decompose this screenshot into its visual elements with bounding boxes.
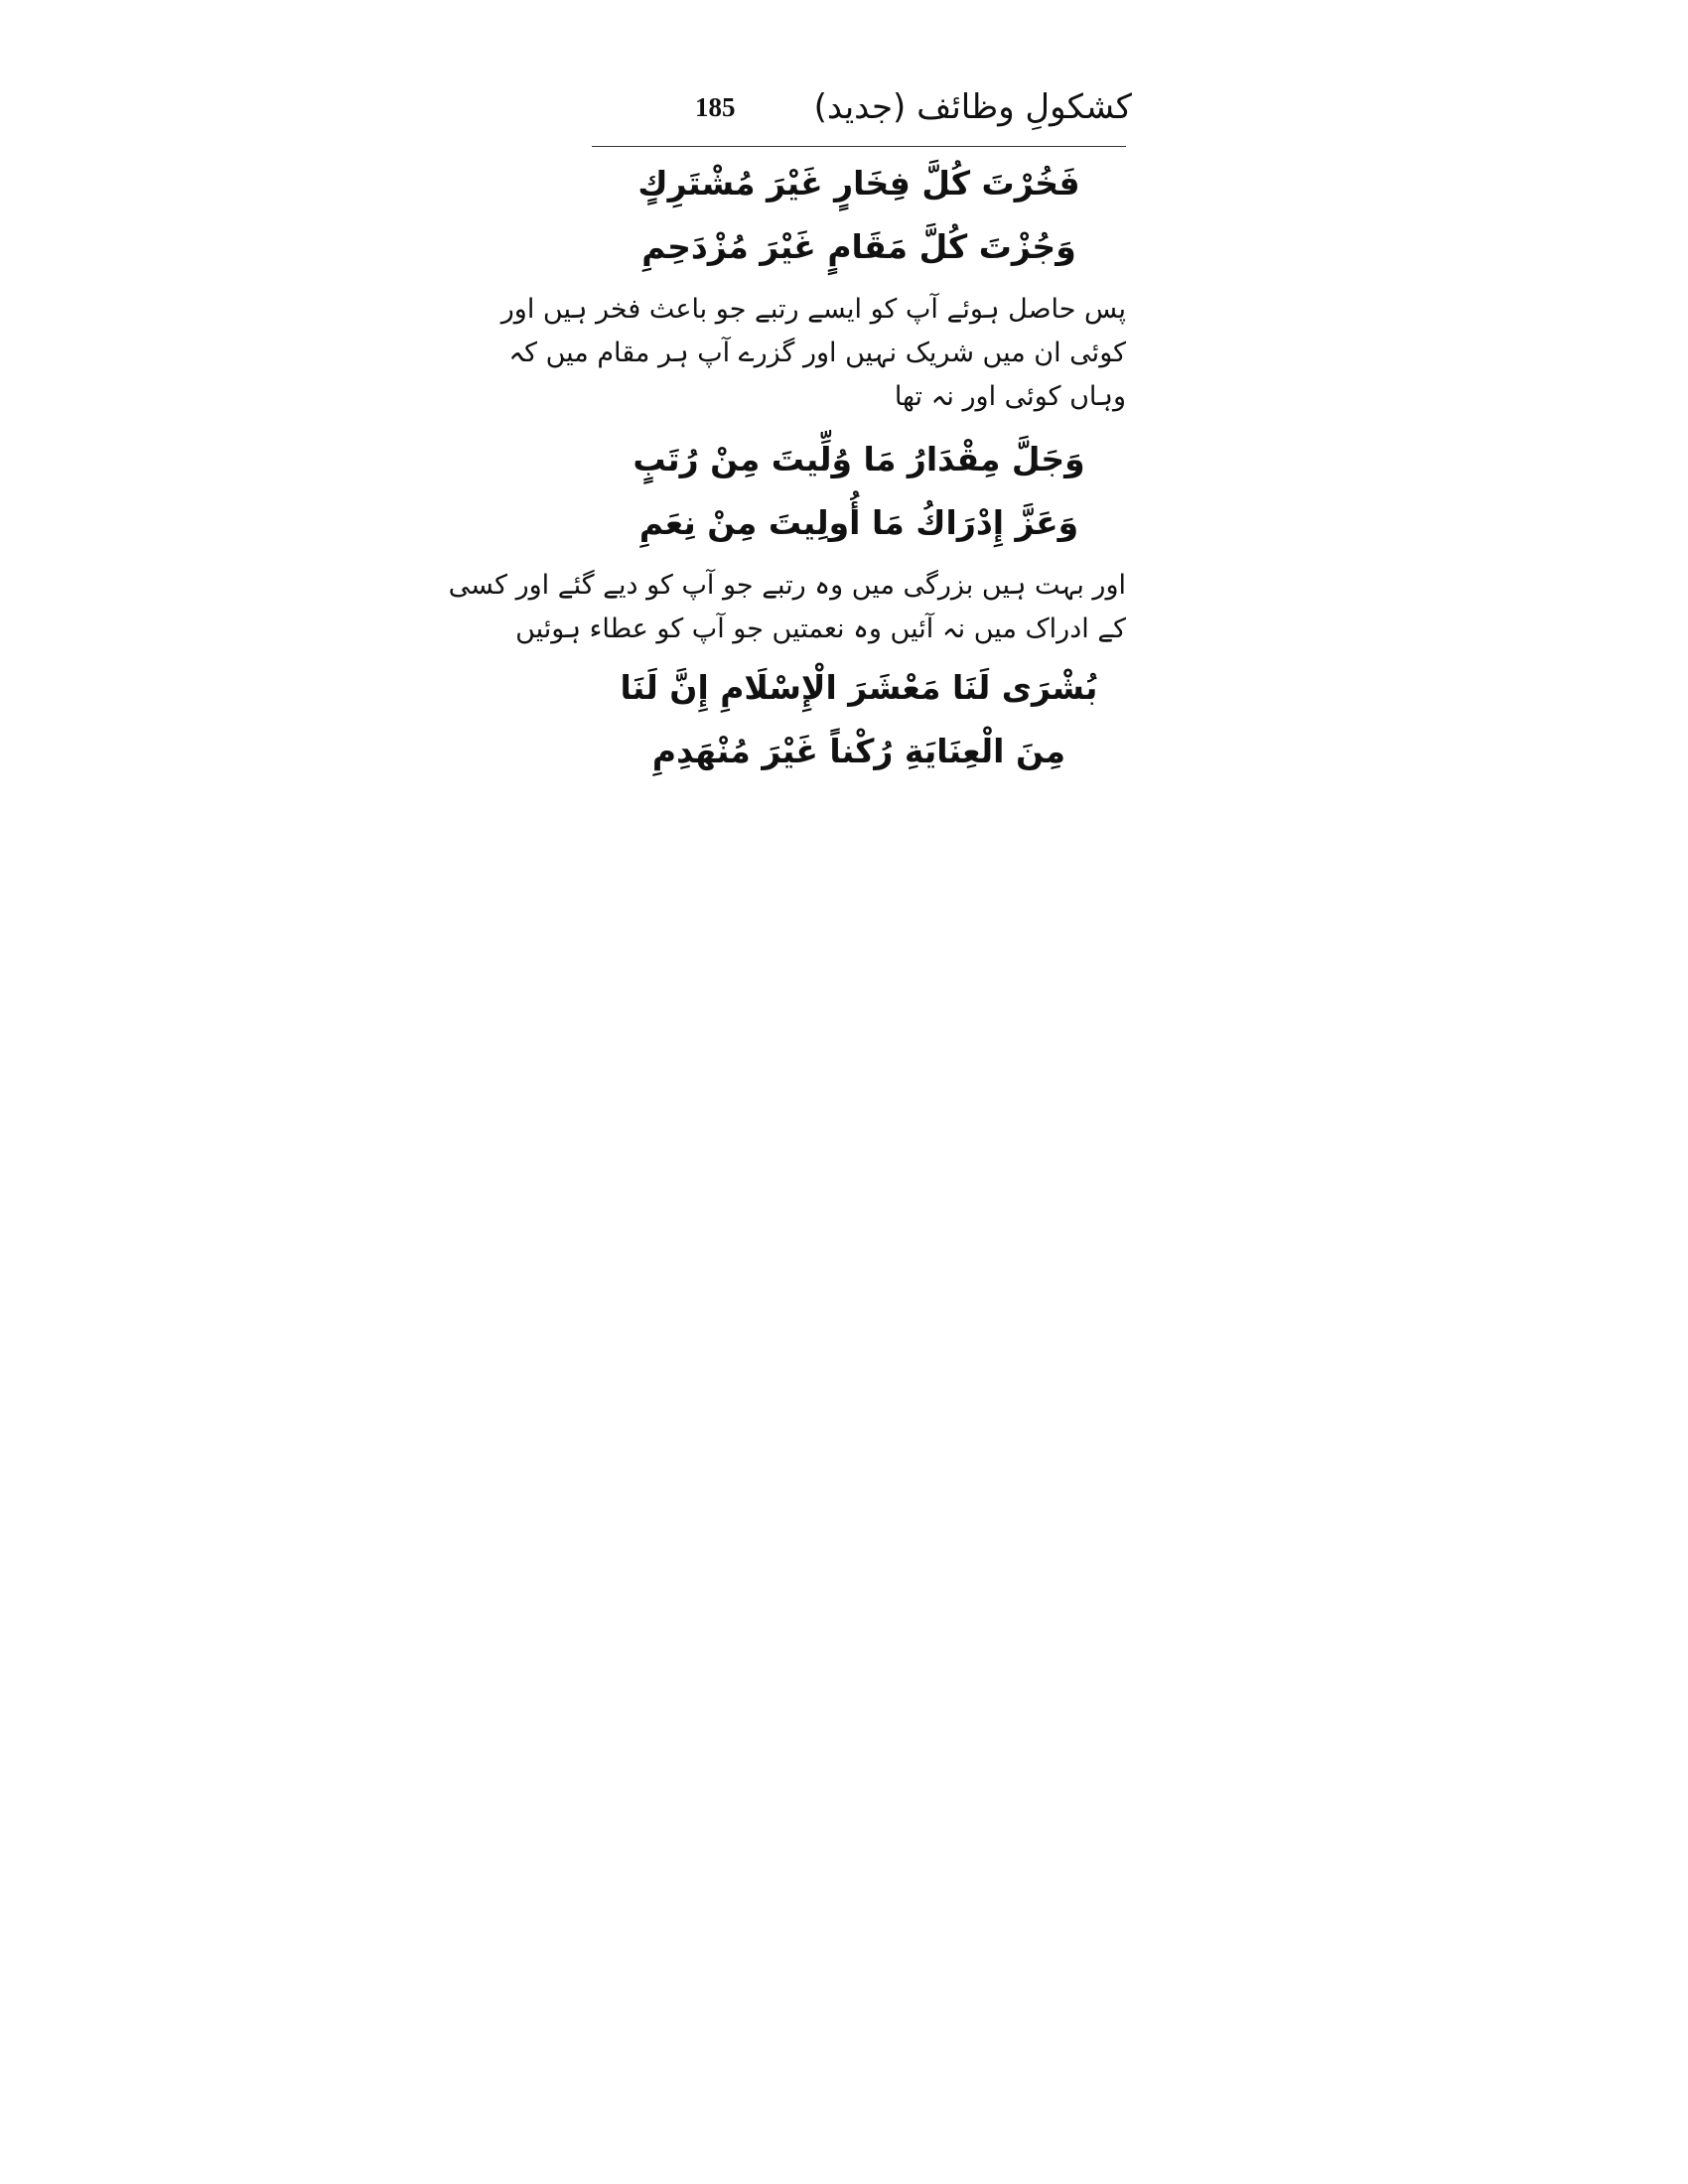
translation-line: پس حاصل ہوئے آپ کو ایسے رتبے جو باعث فخر ہیں اور	[500, 294, 1126, 325]
page-content	[448, 161, 1126, 792]
page-header	[586, 77, 1132, 137]
book-title: کشکولِ وظائف (جدید)	[813, 87, 1132, 127]
verse-line: بُشْرَى لَنَا مَعْشَرَ الْإِسْلَامِ إِنَّ لَنَا	[620, 668, 1098, 707]
translation-paragraph	[448, 564, 1126, 651]
translation-line: وہاں کوئی اور نہ تھا	[894, 381, 1126, 412]
spacer	[592, 651, 1126, 665]
header-divider	[592, 146, 1126, 147]
translation-line: کوئی ان میں شریک نہیں اور گزرے آپ ہر مقام میں کہ	[508, 338, 1126, 368]
page-number: 185	[695, 92, 736, 122]
verse-line: وَجَلَّ مِقْدَارُ مَا وُلِّيتَ مِنْ رُتَبٍ	[633, 440, 1085, 478]
verse-line: وَعَزَّ إِدْرَاكُ مَا أُولِيتَ مِنْ نِعَمِ	[638, 503, 1079, 542]
verse-line: فَخُرْتَ كُلَّ فِخَارٍ غَيْرَ مُشْتَرِكٍ	[637, 164, 1080, 203]
verse-line: وَجُزْتَ كُلَّ مَقَامٍ غَيْرَ مُزْدَحِمِ	[641, 227, 1076, 266]
verse-line: مِنَ الْعِنَايَةِ رُكْناً غَيْرَ مُنْهَدِمِ	[651, 732, 1066, 770]
spacer	[592, 419, 1126, 437]
translation-paragraph	[500, 288, 1126, 419]
translation-line: اور بہت ہیں بزرگی میں وہ رتبے جو آپ کو دیے گئے اور کسی	[448, 570, 1126, 601]
translation-line: کے ادراک میں نہ آئیں وہ نعمتیں جو آپ کو عطاء ہوئیں	[515, 614, 1126, 644]
